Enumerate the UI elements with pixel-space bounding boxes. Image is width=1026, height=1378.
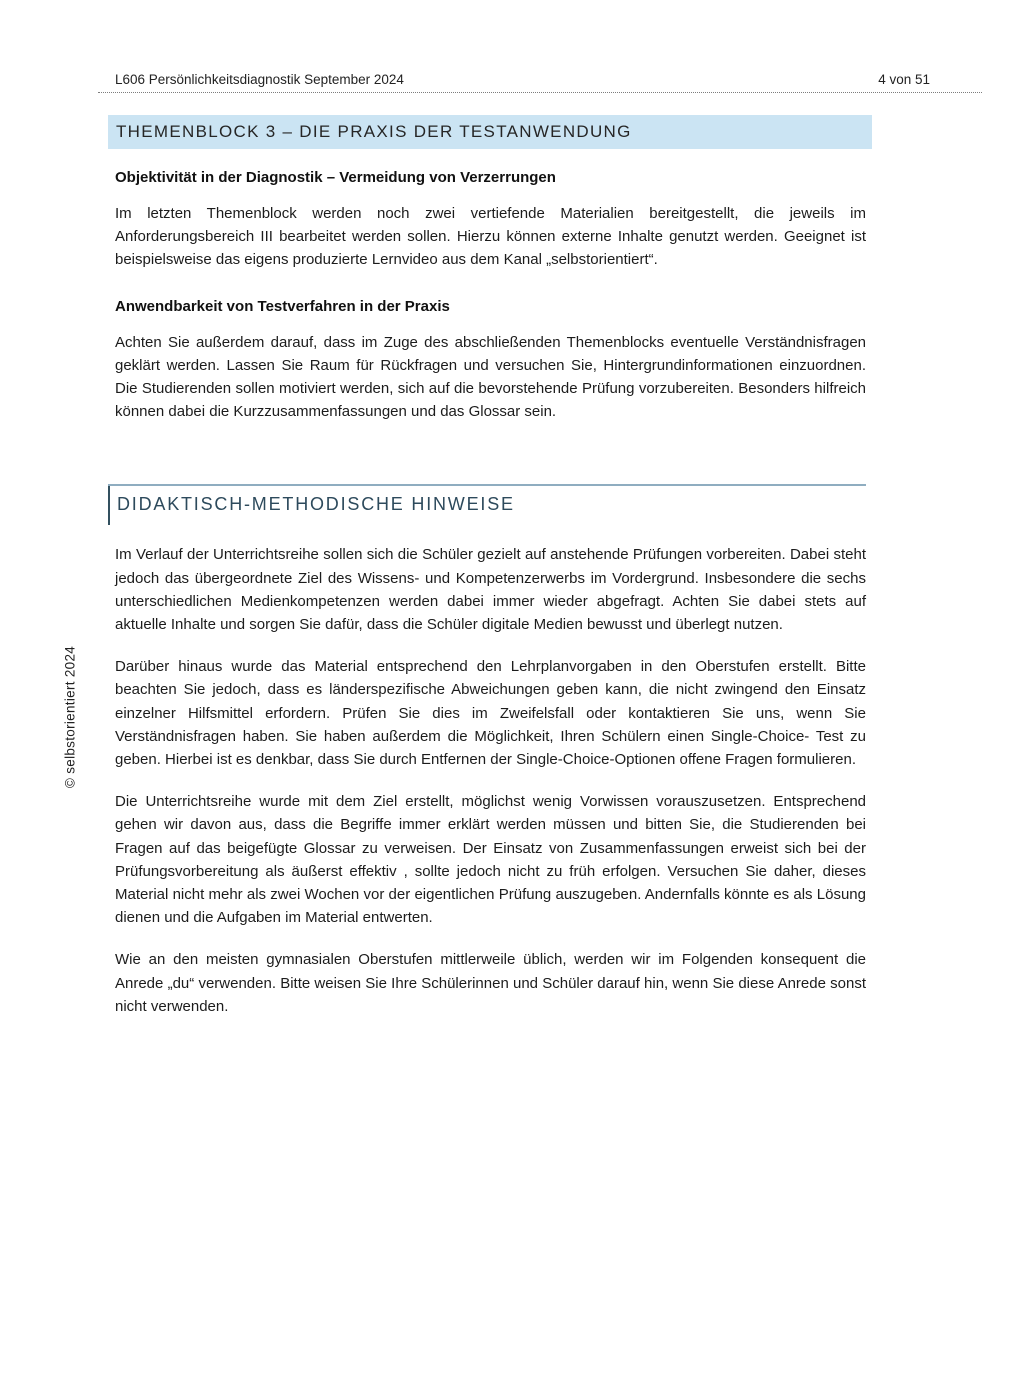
page-number: 4 von 51 [878,72,930,87]
paragraph-objektivitaet: Im letzten Themenblock werden noch zwei vertiefende Materialien bereitgestellt, die jeweils im Anforderungsbereich III bearbeitet werden sollen. Hierzu können externe Inhalte genutzt werden. Geeignet ist beispielsweise das eigens produzierte Lernvideo aus dem Kanal „selbstorientiert“. [115,205,866,269]
section-didaktische-hinweise [108,484,866,1018]
subheading-anwendbarkeit: Anwendbarkeit von Testverfahren in der Praxis [115,297,450,315]
copyright-note: © selbstorientiert 2024 [62,645,78,789]
document-title: L606 Persönlichkeitsdiagnostik September 2024 [115,72,404,87]
running-header [98,72,982,93]
page-content [108,168,866,1018]
hinweise-paragraph-2: Darüber hinaus wurde das Material entsprechend den Lehrplanvorgaben in den Oberstufen erstellt. Bitte beachten Sie jedoch, dass es länderspezifische Abweichungen geben kann, die nicht zwingend den Einsatz einzelner Hilfsmittel erfordern. Prüfen Sie dies im Zweifelsfall oder kontaktieren Sie uns, wenn Sie Verständnisfragen haben. Sie haben außerdem die Möglichkeit, Ihren Schülern einen Single-Choice- Test zu geben. Hierbei ist es denkbar, dass Sie durch Entfernen der Single-Choice-Optionen offene Fragen formulieren. [115,658,866,769]
didaktische-hinweise-title: DIDAKTISCH-METHODISCHE HINWEISE [108,486,866,525]
themenblock-banner [108,115,872,149]
themenblock-banner-title: THEMENBLOCK 3 – DIE PRAXIS DER TESTANWENDUNG [116,122,632,141]
hinweise-paragraph-3: Die Unterrichtsreihe wurde mit dem Ziel erstellt, möglichst wenig Vorwissen vorauszusetzen. Entsprechend gehen wir davon aus, dass die Begriffe immer erklärt werden müssen und bitten Sie, die Studierenden bei Fragen auf das beigefügte Glossar zu verweisen. Der Einsatz von Zusammenfassungen erweist sich bei der Prüfungsvorbereitung als äußerst effektiv , sollte jedoch nicht zu früh erfolgen. Versuchen Sie daher, dieses Material nicht mehr als zwei Wochen vor der eigentlichen Prüfung auszugeben. Andernfalls könnte es als Lösung dienen und die Aufgaben im Material entwerten. [115,793,866,927]
paragraph-anwendbarkeit: Achten Sie außerdem darauf, dass im Zuge des abschließenden Themenblocks eventuelle Verständnisfragen geklärt werden. Lassen Sie Raum für Rückfragen und versuchen Sie, Hintergrundinformationen einzuordnen. Die Studierenden sollen motiviert werden, sich auf die bevorstehende Prüfung vorzubereiten. Besonders hilfreich können dabei die Kurzzusammenfassungen und das Glossar sein. [115,333,866,421]
subheading-objektivitaet: Objektivität in der Diagnostik – Vermeidung von Verzerrungen [115,169,556,186]
hinweise-paragraph-1: Im Verlauf der Unterrichtsreihe sollen sich die Schüler gezielt auf anstehende Prüfungen vorbereiten. Dabei steht jedoch das übergeordnete Ziel des Wissens- und Kompetenzerwerbs im Vordergrund. Insbesondere die sechs unterschiedlichen Medienkompetenzen werden dabei immer wieder abgefragt. Achten Sie dabei stets auf aktuelle Inhalte und sorgen Sie dafür, dass die Schüler digitale Medien bewusst und überlegt nutzen. [115,546,866,634]
hinweise-paragraph-4: Wie an den meisten gymnasialen Oberstufen mittlerweile üblich, werden wir im Folgenden konsequent die Anrede „du“ verwenden. Bitte weisen Sie Ihre Schülerinnen und Schüler darauf hin, wenn Sie diese Anrede sonst nicht verwenden. [115,951,866,1015]
